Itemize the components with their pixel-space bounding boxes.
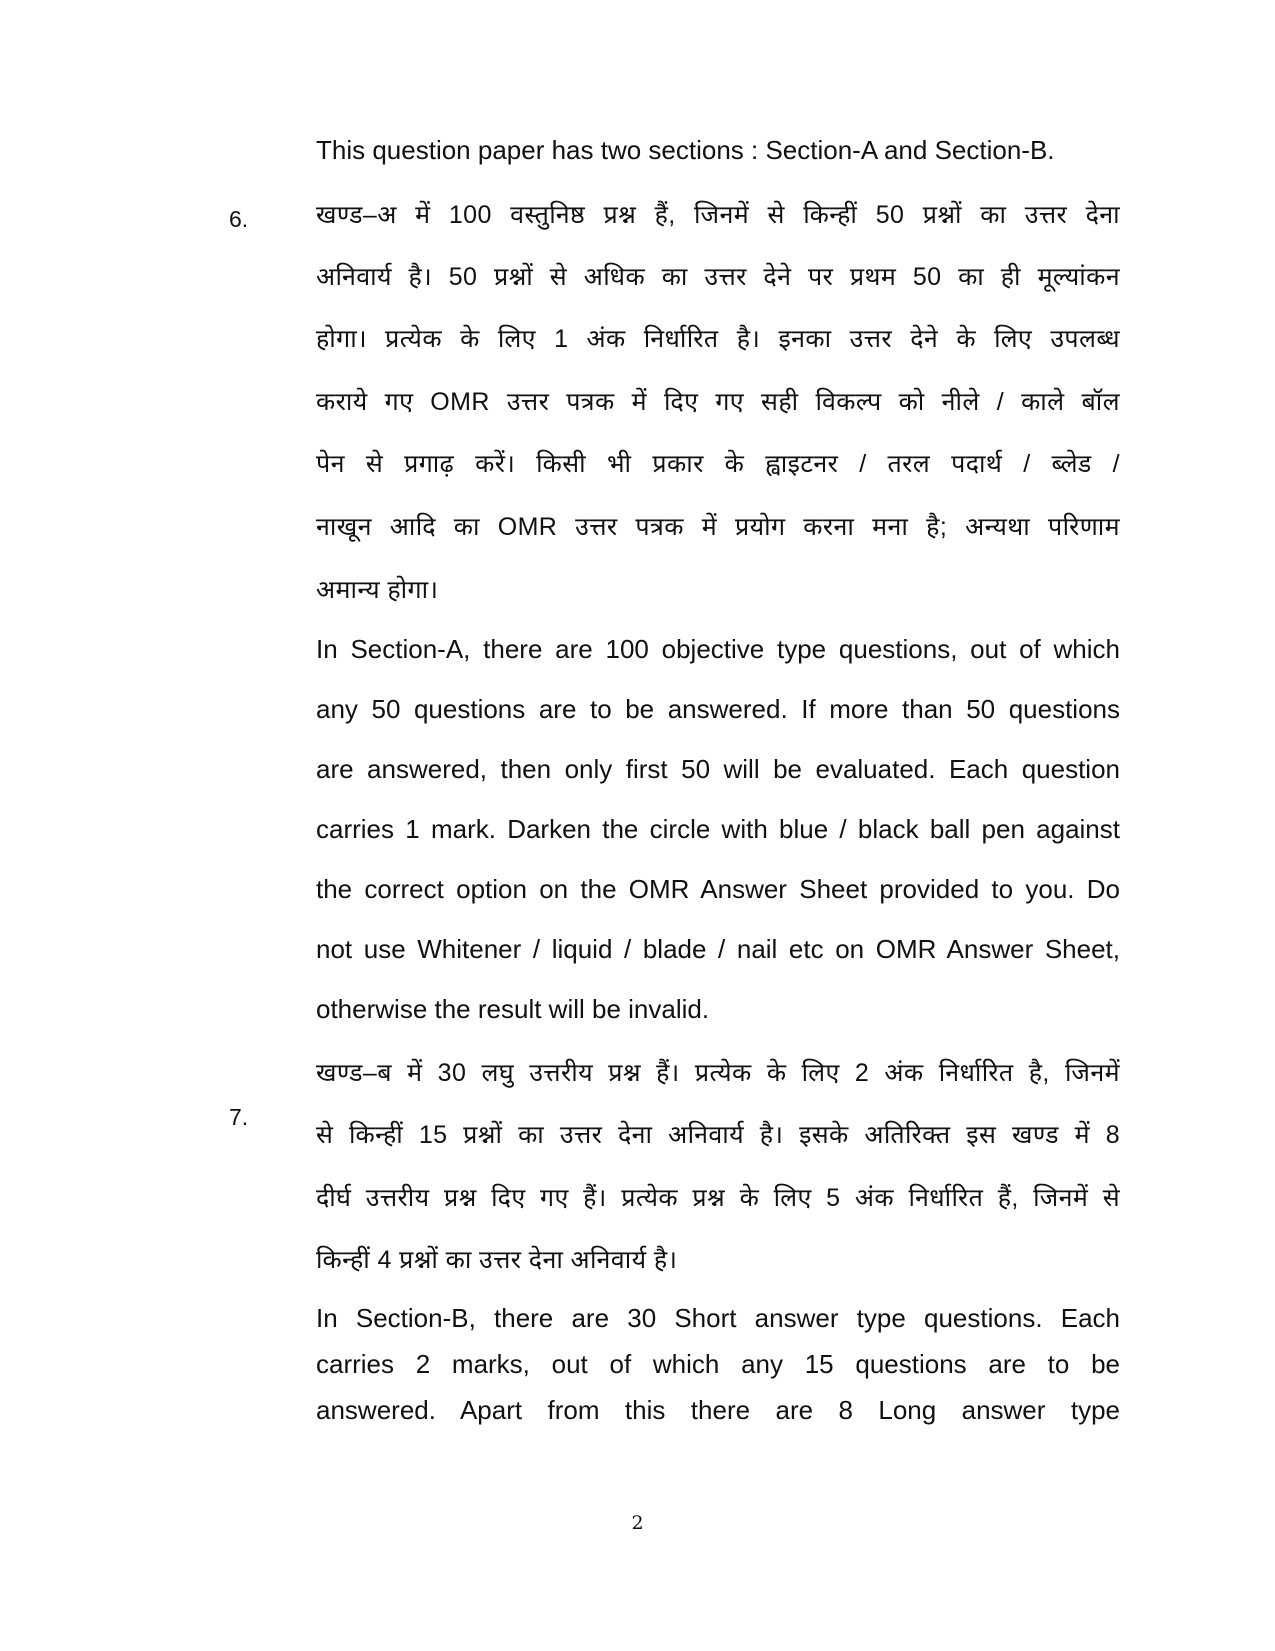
item7-english-line-2: carries 2 marks, out of which any 15 questions are to be (316, 1349, 1120, 1379)
item6-hindi-line-3: होगा। प्रत्येक के लिए 1 अंक निर्धारित है। इनका उत्तर देने के लिए उपलब्ध (316, 325, 1120, 353)
item7-english-line-3: answered. Apart from this there are 8 Long answer type (316, 1395, 1120, 1425)
page-number: 2 (631, 1512, 644, 1534)
item6-hindi-line-2: अनिवार्य है। 50 प्रश्नों से अधिक का उत्तर देने पर प्रथम 50 का ही मूल्यांकन (316, 263, 1120, 291)
item6-english-line-7: otherwise the result will be invalid. (316, 994, 710, 1024)
item7-english-line-1: In Section-B, there are 30 Short answer type questions. Each (316, 1303, 1120, 1333)
intro-line: This question paper has two sections : Section-A and Section-B. (316, 135, 1055, 165)
item6-english-line-6: not use Whitener / liquid / blade / nail etc on OMR Answer Sheet, (316, 934, 1120, 964)
item6-english-line-4: carries 1 mark. Darken the circle with blue / black ball pen against (316, 814, 1120, 844)
item6-english-line-2: any 50 questions are to be answered. If more than 50 questions (316, 694, 1120, 724)
item7-hindi-line-2: से किन्हीं 15 प्रश्नों का उत्तर देना अनिवार्य है। इसके अतिरिक्त इस खण्ड में 8 (316, 1121, 1120, 1149)
item7-hindi-line-1: खण्ड–ब में 30 लघु उत्तरीय प्रश्न हैं। प्रत्येक के लिए 2 अंक निर्धारित है, जिनमें (316, 1059, 1120, 1087)
item6-hindi-line-4: कराये गए OMR उत्तर पत्रक में दिए गए सही विकल्प को नीले / काले बॉल (316, 388, 1120, 416)
item6-english-line-5: the correct option on the OMR Answer Sheet provided to you. Do (316, 874, 1120, 904)
item6-hindi-line-6: नाखून आदि का OMR उत्तर पत्रक में प्रयोग करना मना है; अन्यथा परिणाम (316, 513, 1120, 541)
item6-hindi-line-5: पेन से प्रगाढ़ करें। किसी भी प्रकार के ह्वाइटनर / तरल पदार्थ / ब्लेड / (316, 450, 1120, 478)
item7-hindi-line-3: दीर्घ उत्तरीय प्रश्न दिए गए हैं। प्रत्येक प्रश्न के लिए 5 अंक निर्धारित हैं, जिनमें से (316, 1184, 1120, 1212)
item6-hindi-line-7: अमान्य होगा। (316, 576, 439, 604)
item-number-7: 7. (229, 1104, 249, 1130)
item-number-6: 6. (229, 206, 249, 232)
item7-hindi-line-4: किन्हीं 4 प्रश्नों का उत्तर देना अनिवार्य है। (316, 1246, 678, 1274)
item6-english-line-1: In Section-A, there are 100 objective type questions, out of which (316, 634, 1120, 664)
item6-english-line-3: are answered, then only first 50 will be evaluated. Each question (316, 754, 1120, 784)
item6-hindi-line-1: खण्ड–अ में 100 वस्तुनिष्ठ प्रश्न हैं, जिनमें से किन्हीं 50 प्रश्नों का उत्तर देना (316, 201, 1120, 229)
